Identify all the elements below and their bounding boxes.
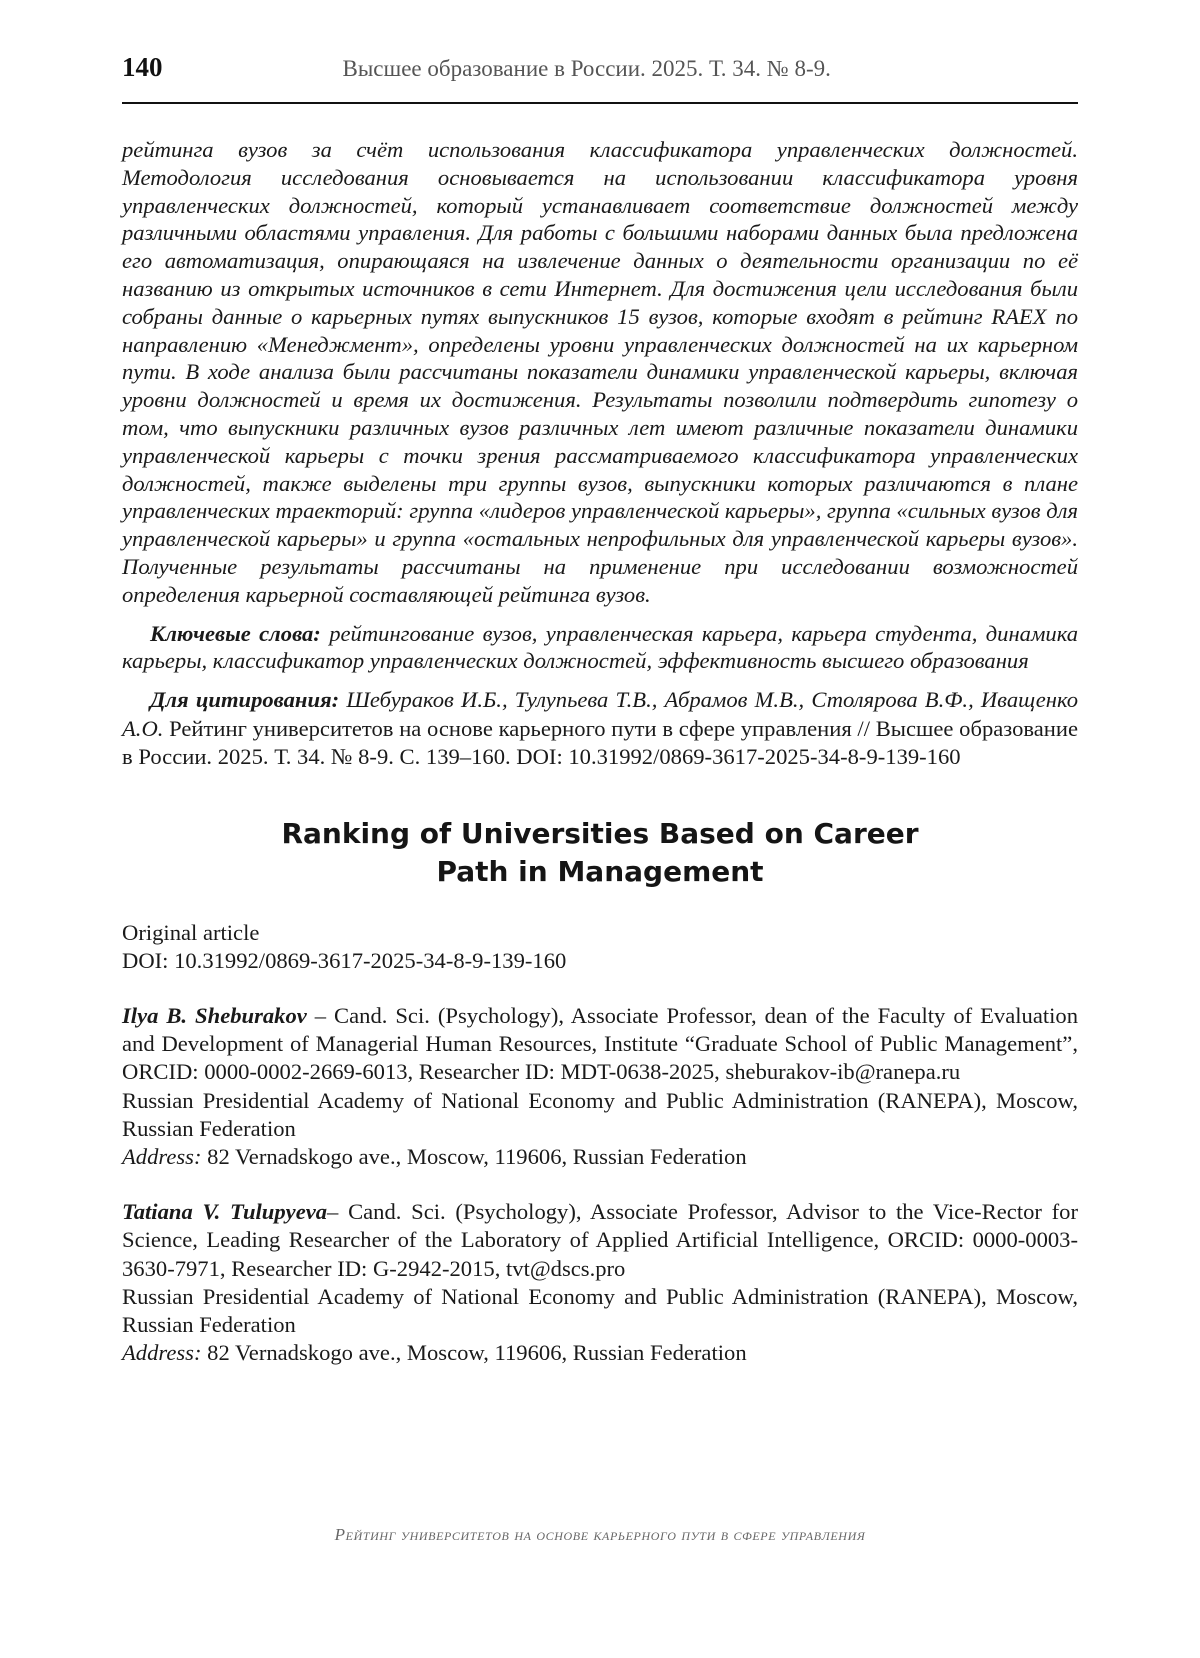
english-title-line-2: Path in Management — [436, 854, 764, 888]
author-name: Tatiana V. Tulupyeva — [122, 1199, 328, 1225]
citation-authors: Шебураков И.Б., Тулупьева Т.В., Абрамов М.В., Столярова В.Ф., Иващенко А.О. — [122, 687, 1078, 741]
abstract-text: рейтинга вузов за счёт использования классификатора управленческих должностей. Методология исследования основывается на использовании классификатора уровня управленческих должностей, который устанавливает соответствие должностей между различными областями управления. Для работы с большими наборами данных была предложена его автоматизация, опирающаяся на извлечение данных о деятельности организации по её названию из открытых источников в сети Интернет. Для достижения цели исследования были собраны данные о карьерных путях выпускников 15 вузов, которые входят в рейтинг RAEX по направлению «Менеджмент», определены уровни управленческих должностей на их карьерном пути. В ходе анализа были рассчитаны показатели динамики управленческой карьеры, включая уровни должностей и время их достижения. Результаты позволили подтвердить гипотезу о том, что выпускники различных вузов различных лет имеют различные показатели динамики управленческой карьеры с точки зрения рассматриваемого классификатора управленческих должностей, также выделены три группы вузов, выпускники которых различаются в плане управленческих траекторий: группа «лидеров управленческой карьеры», группа «сильных вузов для управленческой карьеры» и группа «остальных непрофильных для управленческой карьеры вузов». Полученные результаты рассчитаны на применение при исследовании возможностей определения карьерной составляющей рейтинга вузов. — [122, 137, 1078, 607]
author-name: Ilya B. Sheburakov — [122, 1002, 307, 1028]
author-block — [122, 1002, 1078, 1171]
journal-reference: Высшее образование в России. 2025. Т. 34. № 8-9. — [342, 56, 831, 81]
keywords-label: Ключевые слова: — [150, 620, 321, 646]
address-text: 82 Vernadskogo ave., Moscow, 119606, Russian Federation — [207, 1143, 747, 1169]
keywords-text: рейтингование вузов, управленческая карьера, карьера студента, динамика карьеры, классификатор управленческих должностей, эффективность высшего образования — [122, 620, 1078, 674]
author-address — [122, 1339, 1078, 1367]
english-title-line-1: Ranking of Universities Based on Career — [281, 816, 919, 850]
citation-text: Рейтинг университетов на основе карьерного пути в сфере управления // Высшее образование в России. 2025. Т. 34. № 8-9. С. 139–160. DOI: 10.31992/0869-3617-2025-34-8-9-139-160 — [122, 715, 1078, 770]
citation-paragraph — [122, 686, 1078, 772]
author-affiliation: Russian Presidential Academy of National Economy and Public Administration (RANEPA), Moscow, Russian Federation — [122, 1283, 1078, 1337]
author-address — [122, 1143, 1078, 1171]
citation-label: Для цитирования: — [150, 687, 340, 713]
running-header — [122, 52, 1078, 104]
author-details — [122, 1198, 1078, 1283]
author-description: – Cand. Sci. (Psychology), Associate Professor, dean of the Faculty of Evaluation and Development of Managerial Human Resources, Institute “Graduate School of Public Management”, ORCID: 0000-0002-2669-6013, Researcher ID: MDT-0638-2025, sheburakov-ib@ranepa.ru — [122, 1002, 1078, 1085]
keywords-paragraph — [122, 620, 1078, 676]
author-block — [122, 1198, 1078, 1367]
page-number: 140 — [122, 52, 163, 82]
journal-page — [122, 52, 1078, 1367]
author-details — [122, 1002, 1078, 1087]
author-description: – Cand. Sci. (Psychology), Associate Professor, Advisor to the Vice-Rector for Science, Leading Researcher of the Laboratory of Applied Artificial Intelligence, ORCID: 0000-0003-3630-7971, Researcher ID: G-2942-2015, tvt@dscs.pro — [122, 1199, 1078, 1281]
article-type: Original article — [122, 919, 260, 945]
address-label: Address: — [122, 1143, 202, 1169]
running-footer: Рейтинг университетов на основе карьерного пути в сфере управления — [334, 1525, 866, 1544]
author-affiliation: Russian Presidential Academy of National Economy and Public Administration (RANEPA), Moscow, Russian Federation — [122, 1087, 1078, 1141]
article-doi: DOI: 10.31992/0869-3617-2025-34-8-9-139-160 — [122, 947, 567, 973]
article-meta — [122, 919, 1078, 975]
address-text: 82 Vernadskogo ave., Moscow, 119606, Russian Federation — [207, 1340, 747, 1366]
address-label: Address: — [122, 1340, 202, 1366]
english-title — [122, 815, 1078, 891]
